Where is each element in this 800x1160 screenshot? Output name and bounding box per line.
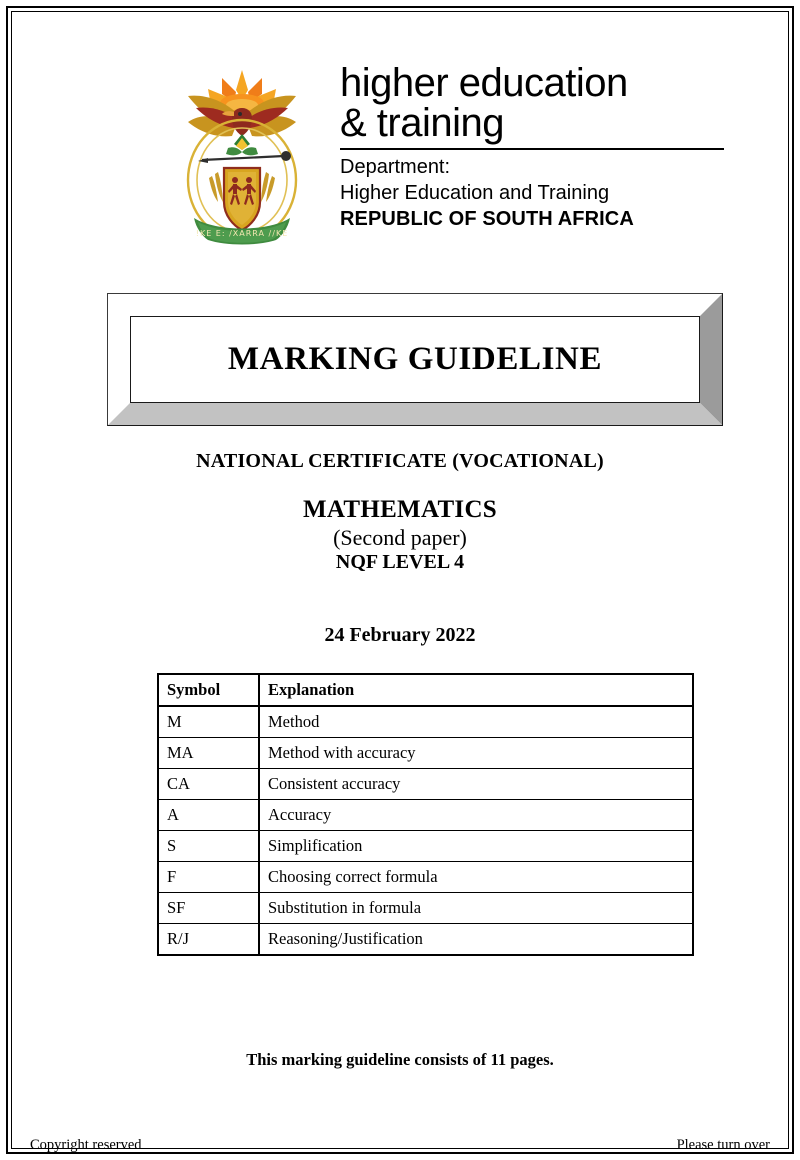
exam-date: 24 February 2022	[324, 624, 476, 646]
cell-symbol: R/J	[158, 924, 259, 956]
cell-symbol: MA	[158, 738, 259, 769]
cell-explanation: Consistent accuracy	[259, 769, 693, 800]
masthead	[172, 56, 752, 256]
plate-face	[130, 316, 700, 403]
plate-bevel-bottom	[108, 403, 722, 425]
page-content	[12, 12, 788, 1153]
cell-symbol: CA	[158, 769, 259, 800]
cell-explanation: Reasoning/Justification	[259, 924, 693, 956]
subject-name: MATHEMATICS	[302, 496, 498, 523]
svg-text:!KE E: /XARRA //KE: !KE E: /XARRA //KE	[195, 229, 289, 238]
cell-symbol: A	[158, 800, 259, 831]
cell-explanation: Method with accuracy	[259, 738, 693, 769]
south-africa-coat-of-arms-icon	[172, 56, 312, 252]
plate-bevel-top	[108, 294, 722, 316]
cell-explanation: Accuracy	[259, 800, 693, 831]
column-header-explanation: Explanation	[259, 674, 693, 706]
page-title: MARKING GUIDELINE	[227, 341, 603, 377]
cell-symbol: SF	[158, 893, 259, 924]
table-row	[158, 893, 693, 924]
brand-line-1: higher education	[340, 61, 628, 105]
cell-explanation: Simplification	[259, 831, 693, 862]
table-row	[158, 831, 693, 862]
cell-explanation: Method	[259, 706, 693, 738]
department-name: Higher Education and Training	[340, 181, 610, 204]
cell-symbol: F	[158, 862, 259, 893]
certificate-line: NATIONAL CERTIFICATE (VOCATIONAL)	[196, 450, 604, 472]
page-count-note: This marking guideline consists of 11 pages.	[246, 1050, 554, 1069]
marking-guideline-title-plate	[107, 293, 723, 426]
footer-copyright: Copyright reserved	[30, 1137, 142, 1153]
cell-explanation: Choosing correct formula	[259, 862, 693, 893]
footer-turn-over: Please turn over	[676, 1137, 770, 1153]
table-row	[158, 862, 693, 893]
department-wordmark	[340, 56, 740, 232]
table-row	[158, 924, 693, 956]
cell-explanation: Substitution in formula	[259, 893, 693, 924]
page-footer	[30, 1137, 770, 1154]
table-row	[158, 738, 693, 769]
symbol-table-wrapper	[157, 673, 694, 956]
column-header-symbol: Symbol	[158, 674, 259, 706]
symbol-table	[157, 673, 694, 956]
page-border-outer	[6, 6, 794, 1154]
cell-symbol: M	[167, 711, 182, 731]
table-header-row	[158, 674, 693, 706]
masthead-divider	[340, 148, 724, 150]
department-label: Department:	[340, 156, 451, 179]
nqf-level: NQF LEVEL 4	[335, 551, 465, 574]
paper-number: (Second paper)	[333, 524, 467, 550]
table-row	[158, 800, 693, 831]
table-row	[158, 769, 693, 800]
brand-line-2: & training	[340, 101, 504, 146]
subject-block	[12, 495, 788, 575]
page-border-inner	[11, 11, 789, 1153]
symbol-table-body	[158, 706, 693, 955]
cell-symbol: S	[158, 831, 259, 862]
country-name: REPUBLIC OF SOUTH AFRICA	[340, 207, 634, 230]
table-row	[158, 706, 693, 738]
